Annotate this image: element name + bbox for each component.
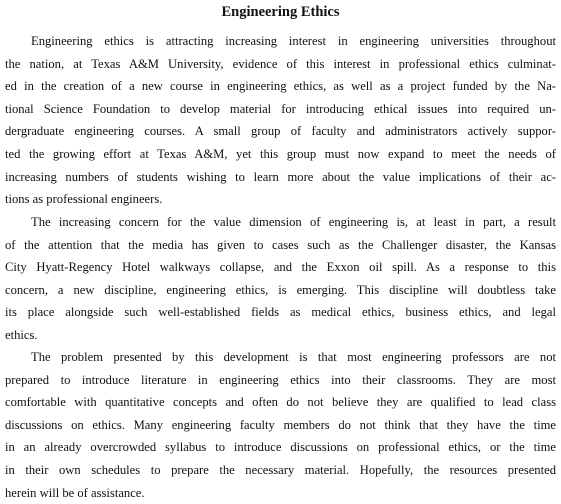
paragraph-1	[5, 30, 556, 211]
text-line: discussions on ethics. Many engineering faculty members do not think that they have the time	[5, 417, 556, 432]
text-line: dergraduate engineering courses. A small group of faculty and administrators actively suppor-	[5, 124, 556, 139]
text-line: comfortable with quantitative concepts and often do not believe they are qualified to lead class	[5, 395, 556, 410]
text-line: ted the growing effort at Texas A&M, yet this group must now expand to meet the needs of	[5, 146, 556, 161]
text-line: The increasing concern for the value dimension of engineering is, at least in part, a result	[31, 215, 556, 229]
paragraph-3	[5, 346, 556, 504]
text-line: The problem presented by this development is that most engineering professors are not	[31, 350, 556, 364]
document-title: Engineering Ethics	[221, 4, 340, 20]
text-line: tions as professional engineers.	[5, 192, 163, 207]
text-line: ethics.	[5, 327, 38, 342]
text-line: in an already overcrowded syllabus to introduce discussions on professional ethics, or the time	[5, 440, 556, 455]
text-line: the nation, at Texas A&M University, evidence of this interest in professional ethics culminat-	[5, 56, 556, 71]
text-line: ed in the creation of a new course in engineering ethics, as well as a project funded by the Na-	[5, 79, 556, 94]
text-line: tional Science Foundation to develop material for introducing ethical issues into required un-	[5, 101, 556, 116]
text-line: in their own schedules to prepare the necessary material. Hopefully, the resources presented	[5, 462, 556, 477]
text-line: its place alongside such well-established fields as medical ethics, business ethics, and legal	[5, 305, 556, 320]
paragraph-2	[5, 211, 556, 347]
text-line: concern, a new discipline, engineering ethics, is emerging. This discipline will doubtless take	[5, 282, 556, 297]
text-line: City Hyatt-Regency Hotel walkways collapse, and the Exxon oil spill. As a response to this	[5, 260, 556, 275]
text-line: Engineering ethics is attracting increasing interest in engineering universities throughout	[31, 34, 556, 48]
text-line: herein will be of assistance.	[5, 485, 145, 500]
text-line: increasing numbers of students wishing to learn more about the value implications of their ac-	[5, 169, 556, 184]
text-line: prepared to introduce literature in engineering ethics into their classrooms. They are most	[5, 372, 556, 387]
text-line: of the attention that the media has given to cases such as the Challenger disaster, the Kansas	[5, 237, 556, 252]
